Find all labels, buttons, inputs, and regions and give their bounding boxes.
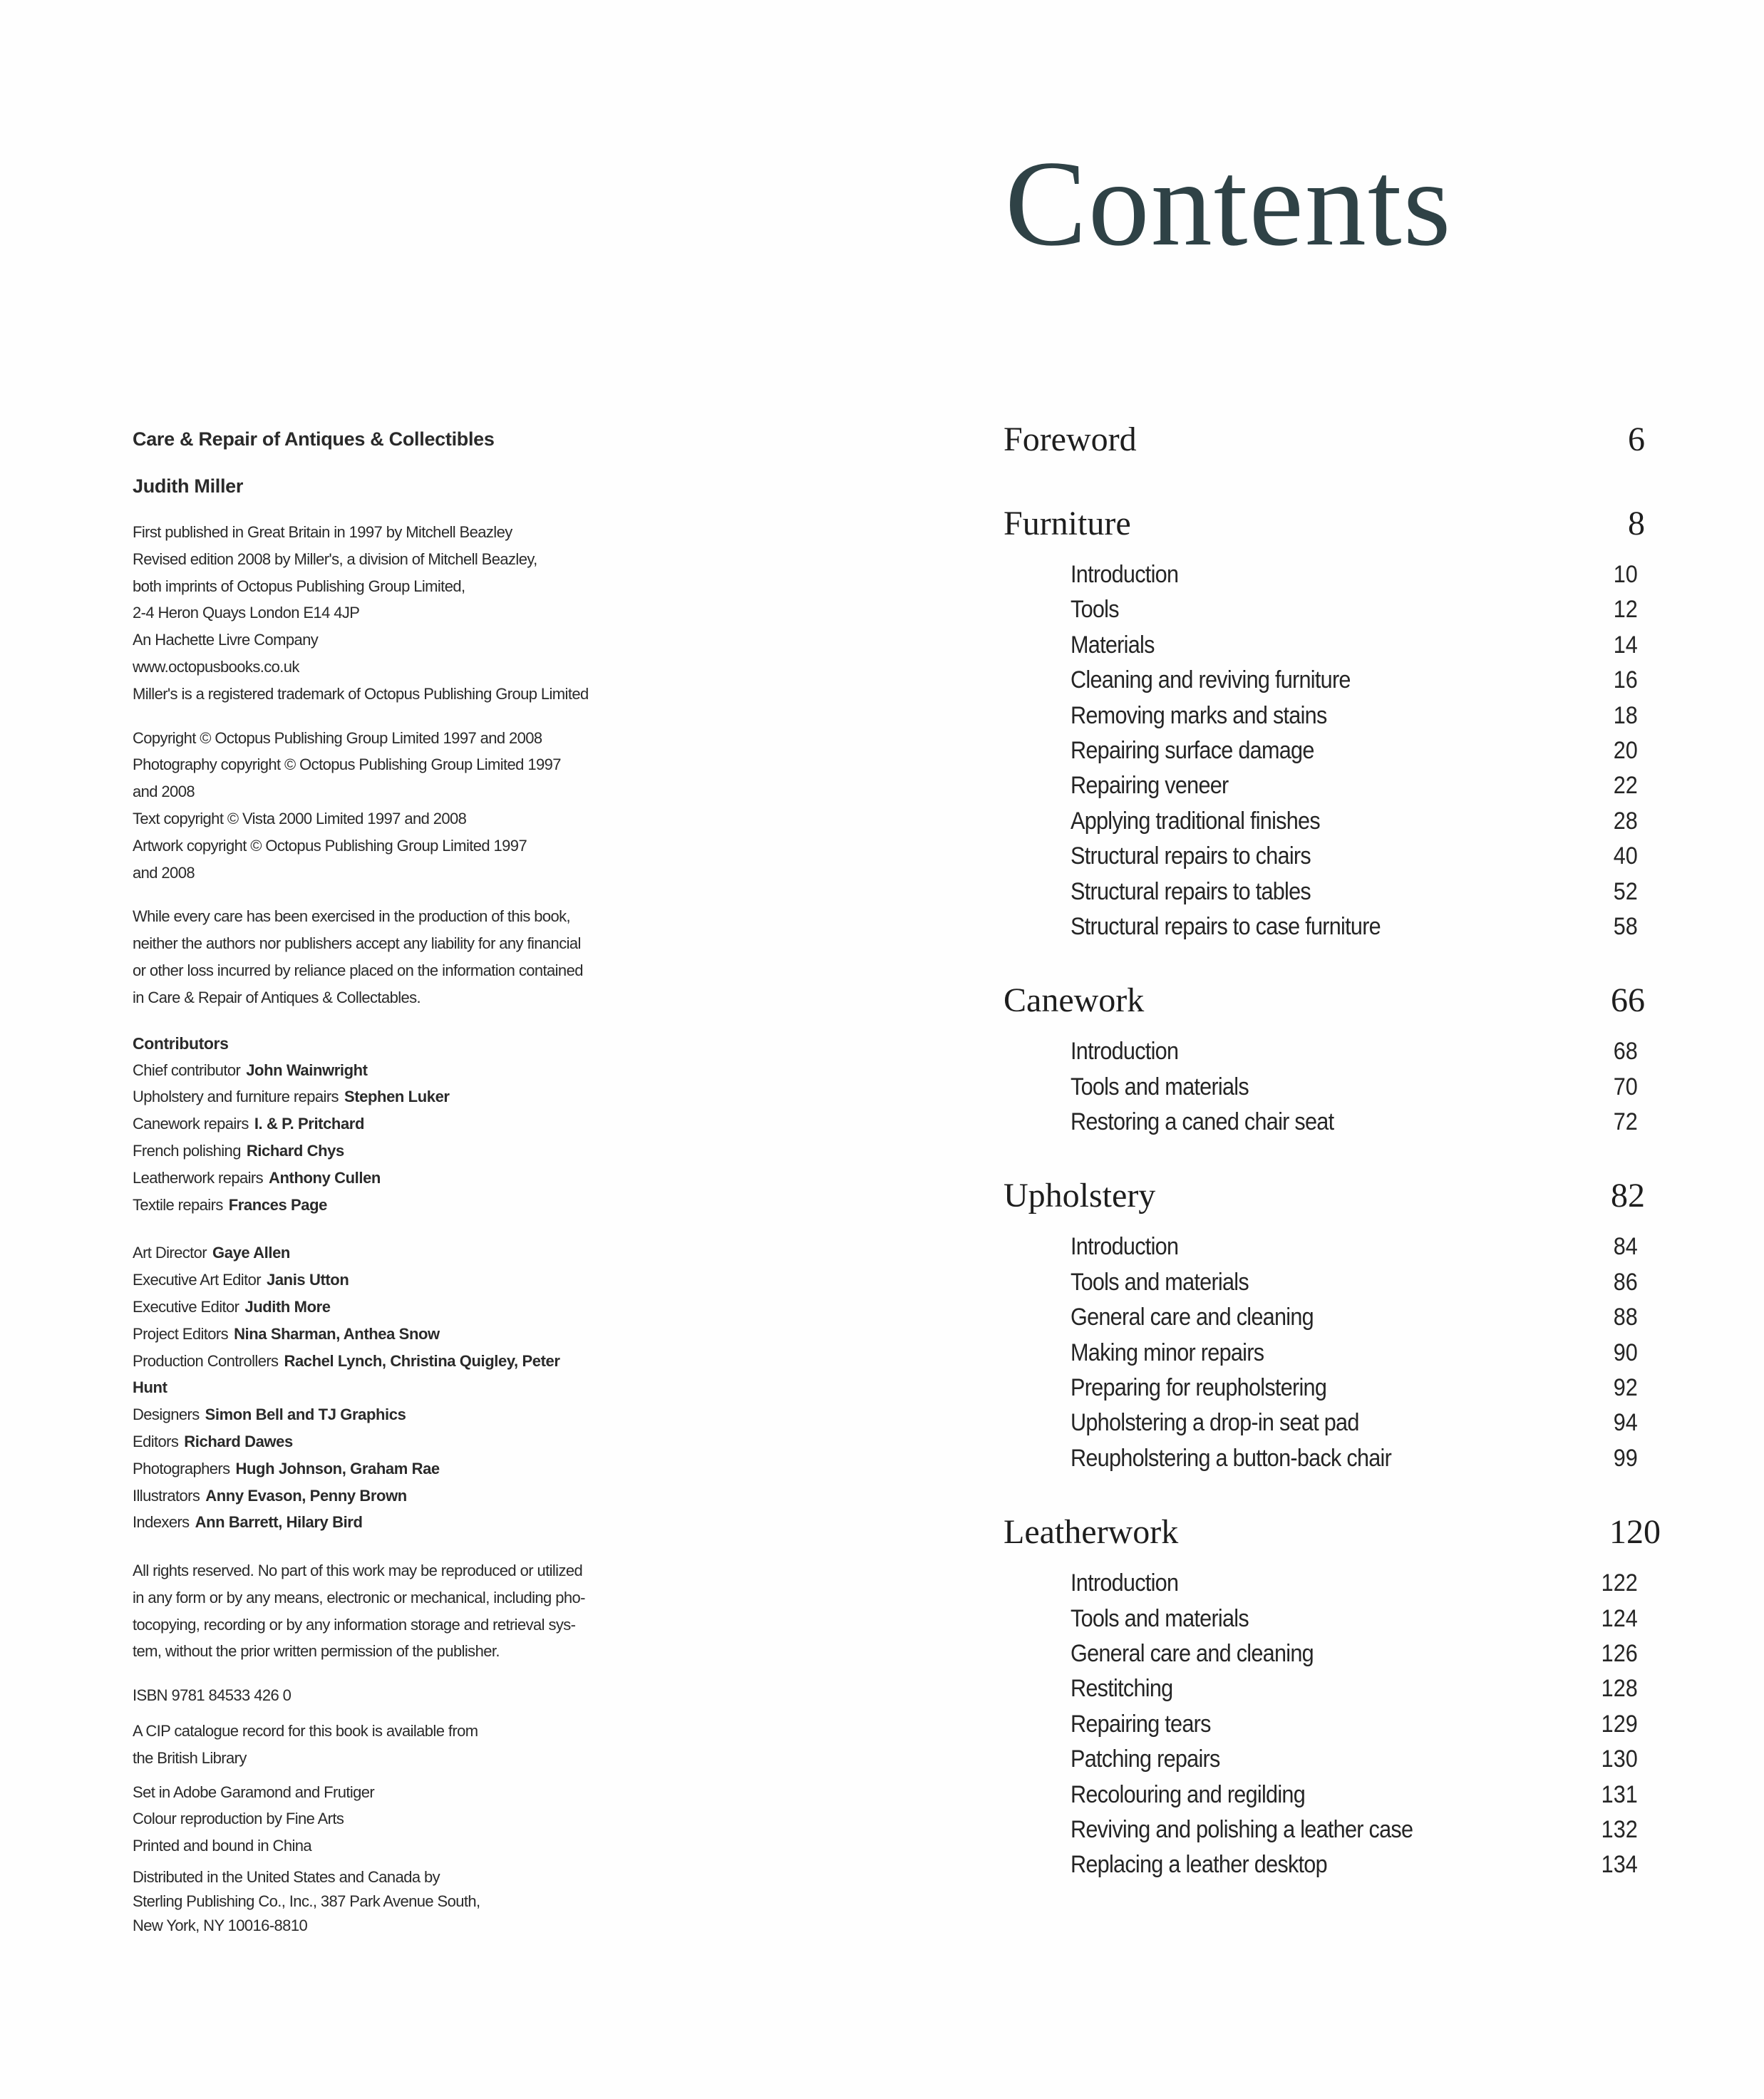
credit-name: John Wainwright [246,1061,368,1079]
credit-name: Judith More [244,1297,331,1316]
credit-line [133,1294,646,1321]
distribution-line: New York, NY 10016-8810 [133,1917,308,1935]
credit-name: Rachel Lynch, Christina Quigley, Peter [284,1351,560,1370]
toc-item[interactable] [1004,733,1645,768]
toc-item-title[interactable]: Replacing a leather desktop [1071,1851,1327,1879]
rights-line: tem, without the prior written permission of the publisher. [133,1642,500,1661]
credit-name: Richard Dawes [184,1432,293,1450]
toc-item[interactable] [1004,1034,1645,1069]
credit-line [133,1482,646,1510]
publication-line: First published in Great Britain in 1997 by Mitchell Beazley [133,523,512,541]
contents-title: Contents [1005,136,1453,272]
toc-section-title[interactable]: Canework [1004,981,1145,1020]
contributors-block [133,1030,646,1219]
toc-item-title[interactable]: Restitching [1071,1675,1173,1703]
credit-role: Leatherwork repairs [133,1168,264,1187]
toc-item[interactable] [1004,1602,1645,1636]
credit-name: Simon Bell and TJ Graphics [205,1406,406,1424]
credit-line [133,1509,646,1536]
copyright-line: and 2008 [133,783,195,801]
production-info [133,1779,646,1860]
toc-item[interactable] [1004,1371,1645,1406]
toc-item-page: 131 [1601,1780,1638,1808]
toc-section-foreword[interactable] [1004,421,1645,463]
toc-section-row[interactable] [1004,1513,1661,1556]
toc-item-title[interactable]: Patching repairs [1071,1745,1220,1773]
toc-section-row[interactable] [1004,421,1645,463]
toc-item[interactable] [1004,1406,1645,1440]
toc-item-title[interactable]: Cleaning and reviving furniture [1071,666,1351,694]
credit-line [133,1239,646,1267]
author-name: Judith Miller [133,475,244,497]
toc-item-title[interactable]: Materials [1071,631,1155,659]
toc-item[interactable] [1004,909,1645,944]
credit-role: Project Editors [133,1324,229,1343]
toc-item[interactable] [1004,1812,1645,1847]
credit-name: Hunt [133,1378,167,1397]
book-title: Care & Repair of Antiques & Collectibles [133,428,495,450]
toc-item-page: 129 [1601,1710,1638,1738]
toc-item-page: 132 [1601,1815,1638,1843]
toc-item-title[interactable]: Upholstering a drop-in seat pad [1071,1409,1359,1437]
toc-item-title[interactable]: Structural repairs to tables [1071,877,1311,905]
toc-items [1004,557,1645,944]
toc-item[interactable] [1004,1336,1645,1371]
isbn [133,1682,646,1709]
credit-line [133,1138,646,1165]
toc-item-title[interactable]: Repairing tears [1071,1710,1211,1738]
toc-item-title[interactable]: Reupholstering a button-back chair [1071,1444,1392,1472]
credit-name: Anthony Cullen [269,1168,381,1187]
toc-item-title[interactable]: Making minor repairs [1071,1339,1264,1366]
toc-item-title[interactable]: Removing marks and stains [1071,701,1327,729]
toc-item[interactable] [1004,628,1645,663]
publication-line: 2-4 Heron Quays London E14 4JP [133,604,360,622]
distribution-info [133,1865,646,1938]
toc-items [1004,1566,1645,1883]
distribution-line: Distributed in the United States and Canada by [133,1868,440,1887]
toc-item-title[interactable]: Recolouring and regilding [1071,1780,1306,1808]
disclaimer-line: or other loss incurred by reliance placed on the information contained [133,961,583,979]
disclaimer [133,903,646,1011]
toc-section-title[interactable]: Leatherwork [1004,1513,1179,1552]
toc-item[interactable] [1004,1441,1645,1476]
toc-section-canework [1004,981,1645,1140]
toc-item-title[interactable]: Tools and materials [1071,1268,1249,1296]
credit-line [133,1192,646,1219]
toc-section-row[interactable] [1004,1177,1645,1219]
toc-section-page: 6 [1628,421,1645,458]
credit-line [133,1401,646,1428]
toc-item[interactable] [1004,1070,1645,1105]
toc-section-title[interactable]: Furniture [1004,505,1131,542]
toc-item-title[interactable]: Reviving and polishing a leather case [1071,1815,1413,1843]
publication-line: both imprints of Octopus Publishing Group Limited, [133,577,465,595]
rights-line: tocopying, recording or by any information storage and retrieval sys- [133,1615,576,1634]
copyright-info [133,725,646,887]
toc-item-page: 84 [1613,1233,1638,1261]
distribution-line: Sterling Publishing Co., Inc., 387 Park Avenue South, [133,1892,480,1911]
disclaimer-line: in Care & Repair of Antiques & Collectables. [133,988,421,1006]
toc-item-page: 22 [1613,772,1638,800]
toc-item[interactable] [1004,1229,1645,1264]
toc-item[interactable] [1004,875,1645,909]
credit-role: Executive Art Editor [133,1271,261,1289]
toc-item-page: 124 [1601,1604,1638,1632]
disclaimer-line: While every care has been exercised in the production of this book, [133,907,571,926]
toc-item[interactable] [1004,804,1645,839]
publisher-website: www.octopusbooks.co.uk [133,657,299,676]
copyright-line: Copyright © Octopus Publishing Group Limited 1997 and 2008 [133,728,542,747]
toc-item-page: 52 [1613,877,1638,905]
copyright-line: Artwork copyright © Octopus Publishing Group Limited 1997 [133,836,527,855]
toc-item[interactable] [1004,1300,1645,1335]
toc-item-title[interactable]: General care and cleaning [1071,1304,1314,1331]
credit-line [133,1455,646,1482]
cip-line: the British Library [133,1748,247,1767]
credit-role: Illustrators [133,1486,200,1505]
imprint-column [133,425,646,1938]
credit-line [133,1165,646,1192]
toc-item-page: 126 [1601,1639,1638,1667]
toc-item-page: 70 [1613,1073,1638,1100]
credit-role: Designers [133,1406,200,1424]
credit-name: Gaye Allen [212,1244,290,1262]
cip-line: A CIP catalogue record for this book is available from [133,1722,478,1740]
toc-section-page: 120 [1609,1513,1661,1552]
credit-role: Canework repairs [133,1115,249,1133]
toc-item-title[interactable]: Introduction [1071,561,1179,588]
toc-item-page: 12 [1613,596,1638,624]
credit-role: Production Controllers [133,1351,279,1370]
isbn-number: ISBN 9781 84533 426 0 [133,1686,292,1705]
publication-line: Miller's is a registered trademark of Octopus Publishing Group Limited [133,684,589,703]
credit-name: Ann Barrett, Hilary Bird [195,1513,363,1532]
toc-item-title[interactable]: Repairing veneer [1071,772,1229,800]
credit-name: Stephen Luker [344,1088,450,1106]
contributors-heading: Contributors [133,1033,229,1053]
credit-line [133,1110,646,1138]
publication-line: An Hachette Livre Company [133,631,319,649]
toc-item[interactable] [1004,1671,1645,1706]
toc-section-row[interactable] [1004,981,1645,1024]
toc-item-title[interactable]: Preparing for reupholstering [1071,1374,1327,1402]
toc-item-page: 58 [1613,912,1638,940]
credit-role: Textile repairs [133,1195,223,1214]
toc-section-upholstery [1004,1177,1645,1476]
toc-item-title[interactable]: Tools and materials [1071,1073,1249,1100]
toc-section-leatherwork [1004,1513,1661,1883]
toc-item-page: 130 [1601,1745,1638,1773]
toc-items [1004,1034,1645,1140]
toc-item-page: 90 [1613,1339,1638,1366]
toc-section-page: 82 [1611,1177,1645,1215]
toc-item-page: 68 [1613,1038,1638,1066]
toc-item-page: 128 [1601,1675,1638,1703]
publication-info [133,519,646,708]
copyright-line: and 2008 [133,863,195,882]
toc-item-page: 20 [1613,736,1638,764]
toc-item-page: 92 [1613,1374,1638,1402]
toc-item-page: 134 [1601,1851,1638,1879]
publication-line: Revised edition 2008 by Miller's, a division of Mitchell Beazley, [133,550,537,568]
toc-item-title[interactable]: Introduction [1071,1233,1179,1261]
toc-items [1004,1229,1645,1476]
toc-item-page: 28 [1613,807,1638,835]
credit-role: Photographers [133,1459,230,1477]
credit-line [133,1428,646,1455]
toc-item-page: 10 [1613,561,1638,588]
toc-item-title[interactable]: Structural repairs to case furniture [1071,912,1381,940]
toc-item-title[interactable]: Introduction [1071,1569,1179,1597]
credit-role: French polishing [133,1141,241,1160]
toc-item[interactable] [1004,1847,1645,1882]
credit-line [133,1348,646,1375]
credit-role: Editors [133,1432,179,1450]
toc-item[interactable] [1004,1636,1645,1671]
rights-line: All rights reserved. No part of this work may be reproduced or utilized [133,1562,583,1580]
toc-item[interactable] [1004,1105,1645,1140]
toc-item[interactable] [1004,839,1645,874]
credit-line [133,1057,646,1084]
toc-item[interactable] [1004,1566,1645,1601]
copyright-line: Photography copyright © Octopus Publishing Group Limited 1997 [133,755,561,774]
toc-item[interactable] [1004,698,1645,733]
toc-item[interactable] [1004,592,1645,627]
toc-item-page: 88 [1613,1304,1638,1331]
credit-line [133,1267,646,1294]
credit-name: Richard Chys [246,1141,344,1160]
toc-item-page: 16 [1613,666,1638,694]
credit-role: Art Director [133,1244,207,1262]
credit-name: Nina Sharman, Anthea Snow [234,1324,440,1343]
table-of-contents [1004,421,1661,1883]
toc-item-title[interactable]: Applying traditional finishes [1071,807,1320,835]
toc-section-furniture [1004,505,1645,944]
toc-item-page: 94 [1613,1409,1638,1437]
toc-item-page: 122 [1601,1569,1638,1597]
credit-line [133,1083,646,1110]
toc-item[interactable] [1004,557,1645,592]
toc-section-row[interactable] [1004,505,1645,547]
staff-credits [133,1239,646,1536]
toc-item-title[interactable]: Tools and materials [1071,1604,1249,1632]
toc-item-title[interactable]: Structural repairs to chairs [1071,842,1311,870]
credit-name: Frances Page [228,1195,327,1214]
toc-section-page: 66 [1611,981,1645,1020]
credit-role: Indexers [133,1513,190,1532]
toc-section-title[interactable]: Foreword [1004,421,1137,458]
rights-notice [133,1557,646,1665]
credit-role: Upholstery and furniture repairs [133,1088,339,1106]
credit-name: Janis Utton [266,1271,349,1289]
credit-role: Executive Editor [133,1297,239,1316]
toc-section-page: 8 [1628,505,1645,542]
production-line: Colour reproduction by Fine Arts [133,1810,344,1828]
toc-item[interactable] [1004,1265,1645,1300]
toc-item-page: 40 [1613,842,1638,870]
disclaimer-line: neither the authors nor publishers accept any liability for any financial [133,934,581,953]
toc-item[interactable] [1004,1778,1645,1812]
credit-role: Chief contributor [133,1061,241,1079]
toc-section-title[interactable]: Upholstery [1004,1177,1156,1215]
credit-name: Hugh Johnson, Graham Rae [235,1459,440,1477]
toc-item-title[interactable]: Repairing surface damage [1071,736,1314,764]
toc-item-title[interactable]: Introduction [1071,1038,1179,1066]
toc-item-page: 72 [1613,1108,1638,1136]
production-line: Printed and bound in China [133,1837,312,1855]
credit-name: Anny Evason, Penny Brown [205,1486,407,1505]
credit-line [133,1321,646,1348]
credit-line-continued [133,1374,646,1401]
toc-item[interactable] [1004,1707,1645,1742]
credit-name: I. & P. Pritchard [254,1115,364,1133]
toc-item[interactable] [1004,768,1645,803]
cip-notice [133,1718,646,1772]
toc-item-title[interactable]: General care and cleaning [1071,1639,1314,1667]
toc-item-page: 18 [1613,701,1638,729]
toc-item-title[interactable]: Tools [1071,596,1119,624]
toc-item-page: 86 [1613,1268,1638,1296]
toc-item-page: 14 [1613,631,1638,659]
rights-line: in any form or by any means, electronic or mechanical, including pho- [133,1588,585,1607]
toc-item[interactable] [1004,1742,1645,1777]
toc-item-page: 99 [1613,1444,1638,1472]
copyright-line: Text copyright © Vista 2000 Limited 1997 and 2008 [133,809,467,827]
toc-item-title[interactable]: Restoring a caned chair seat [1071,1108,1334,1136]
production-line: Set in Adobe Garamond and Frutiger [133,1783,375,1801]
toc-item[interactable] [1004,663,1645,698]
